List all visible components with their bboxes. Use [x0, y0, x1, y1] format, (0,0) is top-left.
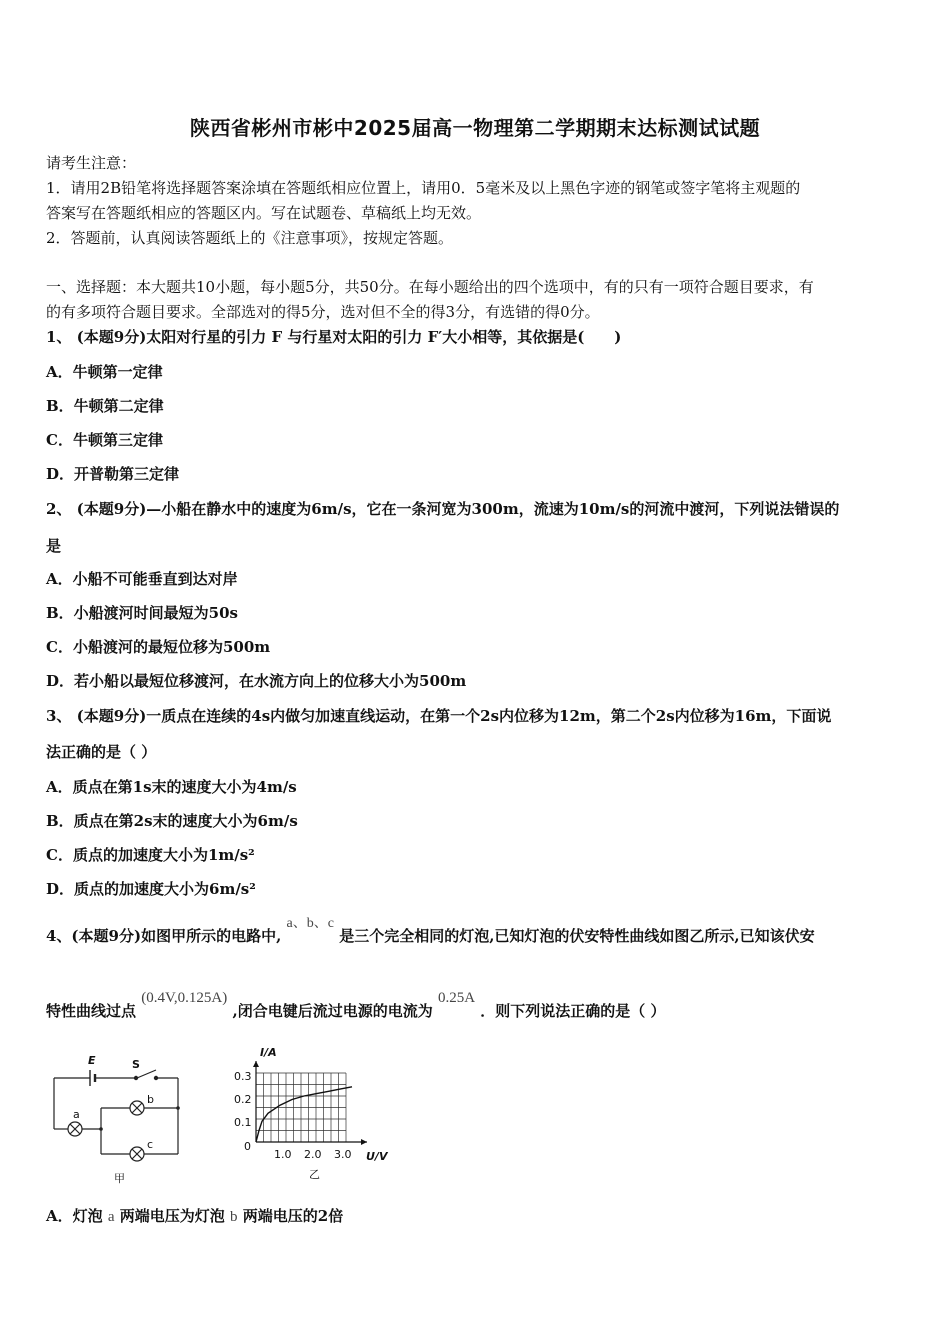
q2-stem-a: 2、 (本题9分)—小船在静水中的速度为6m/s，它在一条河宽为300m，流速为10m/s的河流中渡河，下列说法错误的	[46, 500, 840, 518]
graph-x-tick-1.0: 1.0	[274, 1148, 292, 1161]
section-1a: 一、选择题：本大题共10小题，每小题5分，共50分。在每小题给出的四个选项中，有的只有一项符合题目要求，有	[46, 278, 814, 296]
q4-figure	[46, 1040, 406, 1190]
q2-stem-b: 是	[46, 537, 62, 555]
graph-y-tick-0.2: 0.2	[234, 1093, 252, 1106]
q4-stem-b2: ,闭合电键后流过电源的电流为	[232, 1002, 433, 1020]
q2-option-a: A．小船不可能垂直到达对岸	[46, 570, 238, 588]
q3-stem-a: 3、 (本题9分)一质点在连续的4s内做匀加速直线运动，在第一个2s内位移为12m，第二个2s内位移为16m，下面说	[46, 707, 832, 725]
graph-caption: 乙	[309, 1168, 320, 1181]
q4-formula-point: (0.4V,0.125A)	[141, 990, 228, 1006]
q4-option-a1: A．灯泡	[46, 1207, 103, 1225]
circuit-caption: 甲	[114, 1172, 125, 1185]
iu-curve	[256, 1087, 352, 1142]
graph-x-axis-label: U/V	[366, 1150, 388, 1163]
label-S: S	[132, 1058, 140, 1071]
q4-stem-a2: 是三个完全相同的灯泡,已知灯泡的伏安特性曲线如图乙所示,已知该伏安	[339, 927, 815, 945]
q4-stem-a1: 4、(本题9分)如图甲所示的电路中,	[46, 927, 282, 945]
q4-stem-a	[46, 916, 815, 946]
label-a: a	[73, 1108, 80, 1121]
junction-dot	[99, 1127, 103, 1131]
q4-stem-b3: ．则下列说法正确的是（ ）	[480, 1002, 666, 1020]
q3-option-a: A．质点在第1s末的速度大小为4m/s	[46, 778, 297, 796]
q3-option-d: D．质点的加速度大小为6m/s²	[46, 880, 256, 898]
q3-option-b: B．质点在第2s末的速度大小为6m/s	[46, 812, 298, 830]
q4-option-a3: 两端电压的2倍	[242, 1207, 344, 1225]
graph-y-axis-label: I/A	[260, 1046, 277, 1059]
q4-option-a2: 两端电压为灯泡	[119, 1207, 225, 1225]
q1-stem: 1、 (本题9分)太阳对行星的引力 F 与行星对太阳的引力 F′大小相等，其依据是( )	[46, 328, 622, 346]
graph-y-tick-0.1: 0.1	[234, 1116, 252, 1129]
graph-x-tick-2.0: 2.0	[304, 1148, 322, 1161]
q3-stem-b: 法正确的是（ ）	[46, 743, 157, 761]
q1-option-d: D．开普勒第三定律	[46, 465, 180, 483]
q4-option-a-f1: a	[107, 1209, 115, 1225]
notice-1b: 答案写在答题纸相应的答题区内。写在试题卷、草稿纸上均无效。	[46, 204, 482, 222]
notice-2: 2．答题前，认真阅读答题纸上的《注意事项》，按规定答题。	[46, 229, 454, 247]
label-c: c	[147, 1138, 154, 1151]
q4-option-a-f2: b	[230, 1209, 238, 1225]
graph-x-tick-3.0: 3.0	[334, 1148, 352, 1161]
y-axis-arrow	[253, 1061, 259, 1067]
iu-graph	[253, 1061, 367, 1145]
q2-option-d: D．若小船以最短位移渡河，在水流方向上的位移大小为500m	[46, 672, 467, 690]
q4-stem-b1: 特性曲线过点	[46, 1002, 137, 1020]
label-b: b	[147, 1093, 154, 1106]
section-1b: 的有多项符合题目要求。全部选对的得5分，选对但不全的得3分，有选错的得0分。	[46, 303, 600, 321]
graph-y-tick-0.3: 0.3	[234, 1070, 252, 1083]
graph-origin-label: 0	[244, 1140, 251, 1153]
notice-1a: 1．请用2B铅笔将选择题答案涂填在答题纸相应位置上，请用0．5毫米及以上黑色字迹的钢笔或签字笔将主观题的	[46, 179, 801, 197]
switch-blade	[137, 1070, 156, 1078]
q1-option-b: B．牛顿第二定律	[46, 397, 164, 415]
junction-dot	[176, 1106, 180, 1110]
q1-option-c: C．牛顿第三定律	[46, 431, 163, 449]
q2-option-b: B．小船渡河时间最短为50s	[46, 604, 238, 622]
q4-formula-current: 0.25A	[437, 990, 476, 1006]
x-axis-arrow	[361, 1139, 367, 1145]
q2-option-c: C．小船渡河的最短位移为500m	[46, 638, 271, 656]
q4-option-a	[46, 1205, 343, 1226]
label-E: E	[88, 1054, 96, 1067]
page-title: 陕西省彬州市彬中2025届高一物理第二学期期末达标测试试题	[189, 116, 761, 140]
notice-heading: 请考生注意：	[46, 154, 137, 172]
q4-stem-b	[46, 990, 666, 1021]
q4-formula-abc: a、b、c	[286, 916, 334, 931]
q3-option-c: C．质点的加速度大小为1m/s²	[46, 846, 255, 864]
q1-option-a: A．牛顿第一定律	[46, 363, 163, 381]
